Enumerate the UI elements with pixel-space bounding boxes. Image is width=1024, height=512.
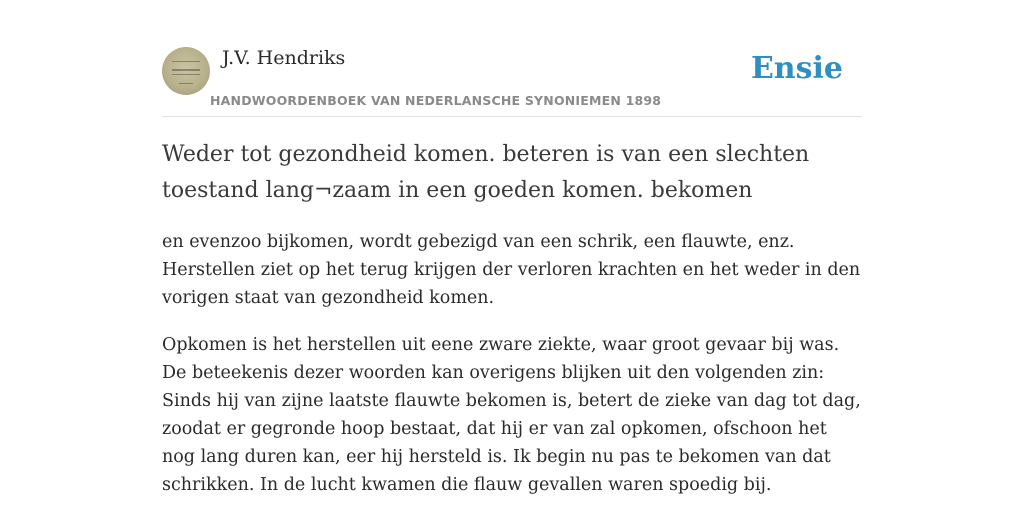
article-header <box>162 46 862 117</box>
paragraph: en evenzoo bijkomen, wordt gebezigd van een schrik, een flauwte, enz. Herstellen ziet op het terug krijgen der verloren krachten en het weder in den vorigen staat van gezondheid komen. <box>162 232 861 308</box>
source-title[interactable]: HANDWOORDENBOEK VAN NEDERLANSCHE SYNONIEMEN 1898 <box>210 93 662 108</box>
article-body <box>162 228 862 512</box>
paragraph: Opkomen is het herstellen uit eene zware ziekte, waar groot gevaar bij was. De beteekenis dezer woorden kan overigens blijken uit den volgenden zin: Sinds hij van zijne laatste flauwte bekomen is, betert de zieke van dag tot dag, zoodat er gegronde hoop bestaat, dat hij er van zal opkomen, ofschoon het nog lang duren kan, eer hij hersteld is. Ik begin nu pas te bekomen van dat schrikken. In de lucht kwamen die flauw gevallen waren spoedig bij. <box>162 335 861 495</box>
book-cover-icon[interactable] <box>162 47 210 95</box>
ensie-logo[interactable]: Ensie <box>750 51 843 86</box>
article-title: Weder tot gezondheid komen. beteren is van een slechten toestand lang¬zaam in een goeden komen. bekomen <box>162 142 810 203</box>
author-name[interactable]: J.V. Hendriks <box>222 47 346 69</box>
